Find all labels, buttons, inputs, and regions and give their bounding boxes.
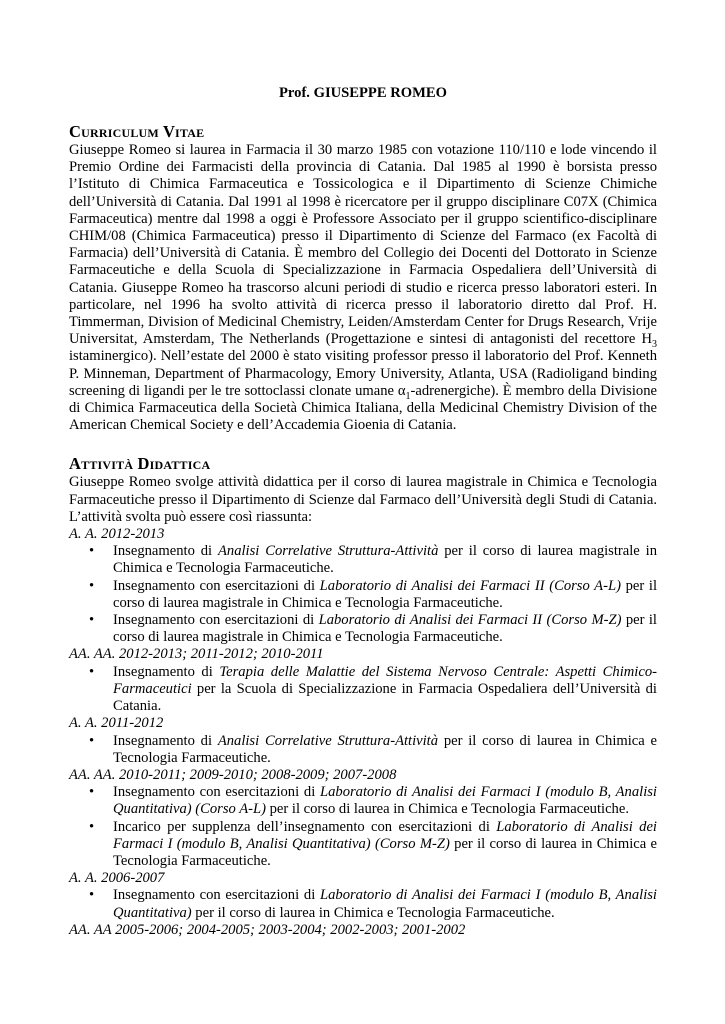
course-title: Laboratorio di Analisi dei Farmaci II (Corso A-L) <box>319 577 621 594</box>
course-text: per il corso di laurea in Chimica e Tecnologia Farmaceutiche. <box>113 835 658 869</box>
course-title: Terapia delle Malattie del Sistema Nervoso Centrale: Aspetti Chimico-Farmaceutici <box>113 663 657 697</box>
curriculum-heading: Curriculum Vitae <box>69 122 205 141</box>
curriculum-section <box>69 122 657 434</box>
curriculum-text-1: Giuseppe Romeo si laurea in Farmacia il 30 marzo 1985 con votazione 110/110 e lode vincendo il Premio Ordine dei Farmacisti della provincia di Catania. Dal 1985 al 1990 è borsista presso l’Istituto di Chimica Farmaceutica e Tossicologica e il Dipartimento di Scienze Chimiche dell’Università di Catania. Dal 1991 al 1998 è ricercatore per il gruppo disciplinare C07X (Chimica Farmaceutica) mentre dal 1998 a oggi è Professore Associato per il gruppo scientifico-disciplinare CHIM/08 (Chimica Farmaceutica) presso il Dipartimento di Scienze del Farmaco (ex Facoltà di Farmacia) dell’Università di Catania. È membro del Collegio dei Docenti del Dottorato in Scienze Farmaceutiche e della Scuola di Specializzazione in Farmacia Ospedaliera dell’Università di Catania. Giuseppe Romeo ha trascorso alcuni periodi di studio e ricerca presso laboratori esteri. In particolare, nel 1996 ha svolto attività di ricerca presso il laboratorio diretto dal Prof. H. Timmerman, Division of Medicinal Chemistry, Leiden/Amsterdam Center for Drugs Research, Vrije Universitat, Amsterdam, The Netherlands (Progettazione e sintesi di antagonisti del recettore H <box>69 142 657 348</box>
didattica-groups <box>69 526 657 939</box>
course-list <box>69 733 657 767</box>
curriculum-text-2: istaminergico). Nell’estate del 2000 è stato visiting professor presso il laboratorio del Prof. Kenneth P. Minneman, Department of Pharmacology, Emory University, Atlanta, USA (Radioligand binding screening di ligandi per le tre sottoclassi clonate umane <box>69 348 657 399</box>
course-text: per il corso di laurea magistrale in Chimica e Tecnologia Farmaceutiche. <box>113 612 657 646</box>
academic-year-label: AA. AA 2005-2006; 2004-2005; 2003-2004; 2002-2003; 2001-2002 <box>69 921 466 938</box>
alpha-symbol: α <box>397 382 406 399</box>
course-title: Analisi Correlative Struttura-Attività <box>217 543 439 560</box>
page-title: Prof. GIUSEPPE ROMEO <box>279 85 447 101</box>
academic-year-label: AA. AA. 2010-2011; 2009-2010; 2008-2009; 2007-2008 <box>69 766 397 783</box>
course-title: Laboratorio di Analisi dei Farmaci I (modulo B, Analisi Quantitativa) <box>113 887 657 921</box>
didattica-heading: Attività Didattica <box>69 454 211 474</box>
course-text: per il corso di laurea magistrale in Chimica e Tecnologia Farmaceutiche. <box>113 577 657 611</box>
course-text: Insegnamento di <box>113 732 218 749</box>
academic-year-label: A. A. 2011-2012 <box>69 715 164 732</box>
course-list <box>69 664 657 716</box>
list-item <box>113 784 657 818</box>
academic-year-label: AA. AA. 2012-2013; 2011-2012; 2010-2011 <box>69 646 324 663</box>
document-page <box>69 84 657 939</box>
curriculum-paragraph <box>69 142 657 434</box>
academic-year-label: A. A. 2006-2007 <box>69 870 165 887</box>
course-text: per il corso di laurea in Chimica e Tecnologia Farmaceutiche. <box>191 904 555 921</box>
course-text: Incarico per supplenza dell’insegnamento con esercitazioni di <box>113 818 497 835</box>
course-text: Insegnamento con esercitazioni di <box>113 577 320 594</box>
course-title: Laboratorio di Analisi dei Farmaci II (Corso M-Z) <box>318 612 622 629</box>
list-item <box>113 887 657 921</box>
course-text: Insegnamento con esercitazioni di <box>113 887 320 904</box>
list-item <box>113 664 657 716</box>
list-item <box>113 612 657 646</box>
curriculum-text-3: -adrenergiche). È membro della Divisione di Chimica Farmaceutica della Società Chimica Italiana, della Medicinal Chemistry Division of the American Chemical Society e dell’Accademia Gioenia di Catania. <box>69 382 657 434</box>
course-title: Laboratorio di Analisi dei Farmaci I (modulo B, Analisi Quantitativa) (Corso M-Z) <box>113 818 657 852</box>
course-list <box>69 784 657 870</box>
h3-subscript: 3 <box>652 339 657 351</box>
course-title: Laboratorio di Analisi dei Farmaci I (modulo B, Analisi Quantitativa) (Corso A-L) <box>113 784 657 818</box>
course-text: Insegnamento di <box>113 543 218 560</box>
course-text: Insegnamento di <box>113 663 220 680</box>
didattica-section <box>69 454 657 938</box>
list-item <box>113 578 657 612</box>
didattica-intro: Giuseppe Romeo svolge attività didattica per il corso di laurea magistrale in Chimica e Tecnologia Farmaceutiche presso il Dipartimento di Scienze dal Farmaco dell’Università degli Studi di Catania. L’attività svolta può essere così riassunta: <box>69 474 657 525</box>
list-item <box>113 733 657 767</box>
course-text: Insegnamento con esercitazioni di <box>113 612 319 629</box>
course-list <box>69 887 657 921</box>
course-text: Insegnamento con esercitazioni di <box>113 784 320 801</box>
alpha-subscript: 1 <box>405 390 411 402</box>
list-item <box>113 819 657 871</box>
course-text: per il corso di laurea magistrale in Chimica e Tecnologia Farmaceutiche. <box>113 543 658 577</box>
course-title: Analisi Correlative Struttura-Attività <box>217 732 439 749</box>
course-text: per la Scuola di Specializzazione in Farmacia Ospedaliera dell’Università di Catania. <box>113 680 657 715</box>
course-text: per il corso di laurea in Chimica e Tecnologia Farmaceutiche. <box>113 732 658 766</box>
list-item <box>113 543 657 577</box>
course-list <box>69 543 657 646</box>
course-text: per il corso di laurea in Chimica e Tecnologia Farmaceutiche. <box>265 801 629 818</box>
academic-year-label: A. A. 2012-2013 <box>69 526 165 543</box>
